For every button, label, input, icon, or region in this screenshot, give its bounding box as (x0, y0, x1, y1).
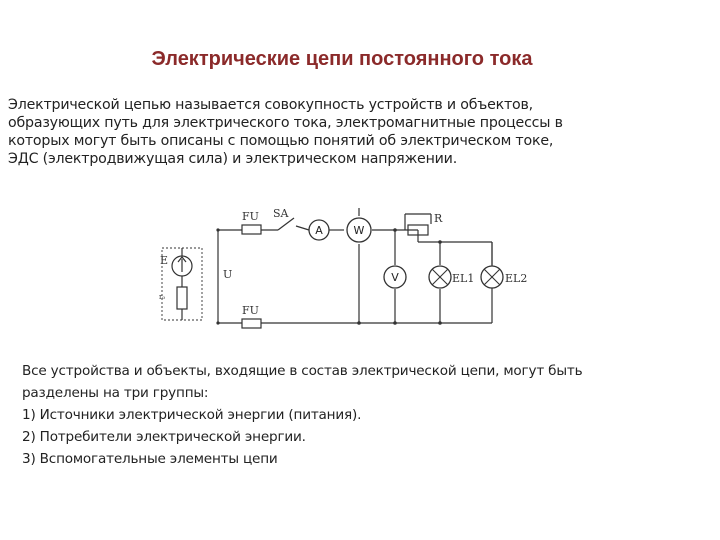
voltmeter-label: V (391, 271, 399, 284)
lamp-el2-label: EL2 (505, 272, 528, 285)
groups-line-1: Все устройства и объекты, входящие в состав электрической цепи, могут быть (22, 363, 583, 379)
groups-line-2: разделены на три группы: (22, 385, 209, 401)
intro-line-1: Электрической цепью называется совокупность устройств и объектов, (8, 97, 533, 113)
voltage-label: U (223, 268, 233, 281)
source-label: E (160, 254, 169, 267)
resistor-label: R (434, 212, 443, 225)
fuse-top (242, 225, 261, 234)
ammeter-label: A (315, 224, 323, 237)
lamp-el2-symbol (481, 266, 503, 288)
fuse-top-label: FU (242, 210, 259, 223)
internal-resistor (177, 287, 187, 309)
groups-item-3: 3) Вспомогательные элементы цепи (22, 451, 278, 467)
groups-item-2: 2) Потребители электрической энергии. (22, 429, 306, 445)
intro-paragraph (8, 96, 608, 168)
lamp-el1-symbol (429, 266, 451, 288)
groups-item-1: 1) Источники электрической энергии (питания). (22, 407, 362, 423)
lamp-el1-label: EL1 (452, 272, 475, 285)
switch-label: SA (273, 207, 289, 220)
intro-line-2: образующих путь для электрического тока, электромагнитные процессы в (8, 115, 563, 131)
internal-resistance-label: r₀ (159, 293, 166, 301)
wattmeter-label: W (353, 224, 365, 237)
groups-paragraph (22, 360, 642, 470)
circuit-diagram (150, 198, 528, 338)
fuse-bottom-label: FU (242, 304, 259, 317)
fuse-bottom (242, 319, 261, 328)
intro-line-3: которых могут быть описаны с помощью понятий об электрическом токе, (8, 133, 554, 149)
page-title: Электрические цепи постоянного тока (151, 48, 533, 70)
intro-line-4: ЭДС (электродвижущая сила) и электрическом напряжении. (8, 151, 458, 167)
